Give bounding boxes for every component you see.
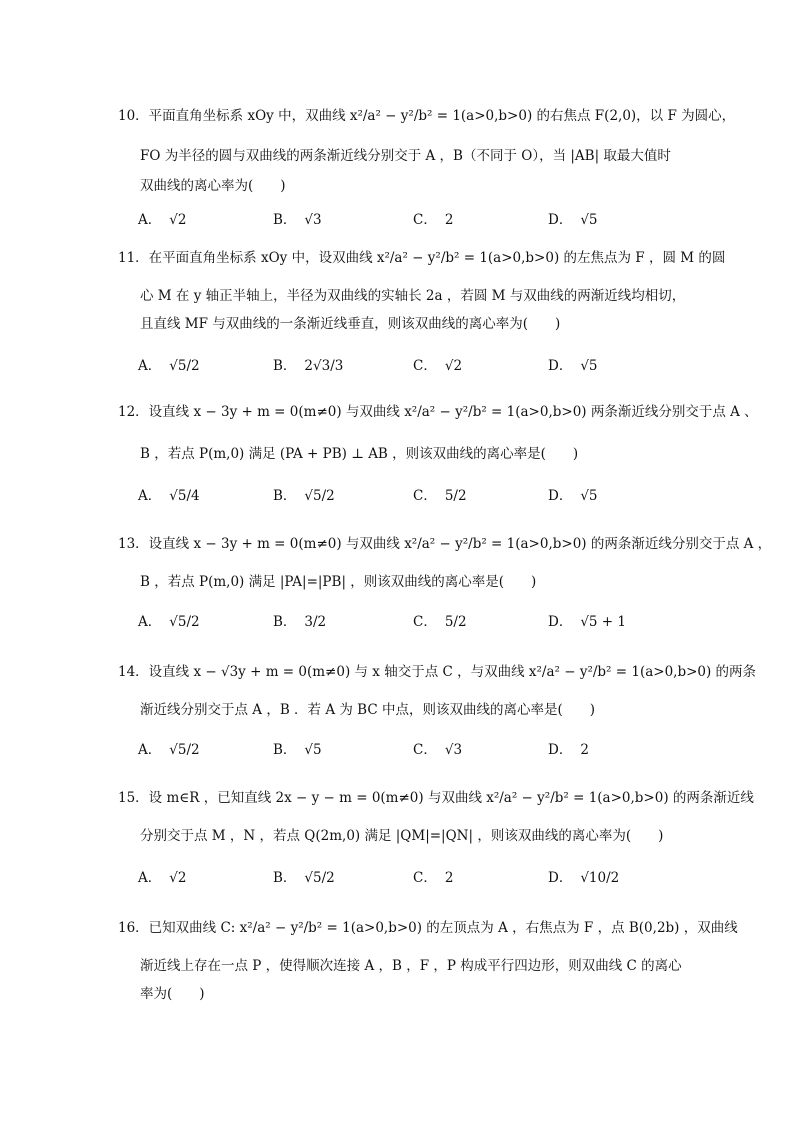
option-b: B． 3/2 <box>273 614 327 630</box>
option-d: D． √10/2 <box>548 870 620 886</box>
question-13-line-2: B ，若点 P(m,0) 满足 |PA|=|PB| ，则该双曲线的离心率是( ) <box>140 574 537 590</box>
question-14-line-2: 渐近线分别交于点 A ，B ．若 A 为 BC 中点，则该双曲线的离心率是( ) <box>140 702 595 718</box>
question-12-line-1: 12．设直线 x − 3y + m = 0(m≠0) 与双曲线 x²/a² − y²/b² = 1(a>0,b>0) 两条渐近线分别交于点 A 、 <box>118 404 758 420</box>
option-b: B． √3 <box>273 212 322 228</box>
option-a: A． √2 <box>138 212 187 228</box>
question-13-options <box>138 602 678 642</box>
question-15-line-2: 分别交于点 M ，N ，若点 Q(2m,0) 满足 |QM|=|QN| ，则该双曲线的离心率为( ) <box>140 828 664 844</box>
option-a: A． √5/2 <box>138 614 200 630</box>
question-11-line-2: 心 M 在 y 轴正半轴上，半径为双曲线的实轴长 2a ，若圆 M 与双曲线的两渐近线均相切， <box>140 288 686 304</box>
option-c: C． 5/2 <box>413 488 467 504</box>
question-15-options <box>138 858 678 898</box>
question-10-line-2: FO 为半径的圆与双曲线的两条渐近线分别交于 A ，B（不同于 O），当 |AB| 取最大值时 <box>140 148 671 164</box>
option-b: B． √5 <box>273 742 322 758</box>
question-14-options <box>138 730 678 770</box>
question-11-line-3: 且直线 MF 与双曲线的一条渐近线垂直，则该双曲线的离心率为( ) <box>140 316 561 332</box>
option-c: C． 2 <box>413 212 454 228</box>
option-d: D． 2 <box>548 742 589 758</box>
option-c: C． √2 <box>413 358 463 374</box>
option-b: B． 2√3/3 <box>273 358 344 374</box>
question-16-line-2: 渐近线上存在一点 P ，使得顺次连接 A ，B ，F ，P 构成平行四边形，则双曲线 C 的离心 <box>140 958 682 974</box>
option-b: B． √5/2 <box>273 870 335 886</box>
question-11-options <box>138 346 678 386</box>
option-d: D． √5 <box>548 212 598 228</box>
question-10-line-1: 10．平面直角坐标系 xOy 中，双曲线 x²/a² − y²/b² = 1(a>0,b>0) 的右焦点 F(2,0)，以 F 为圆心， <box>118 108 736 124</box>
option-b: B． √5/2 <box>273 488 335 504</box>
option-a: A． √5/4 <box>138 488 200 504</box>
question-10-line-3: 双曲线的离心率为( ) <box>140 178 286 194</box>
question-15-line-1: 15．设 m∈R ，已知直线 2x − y − m = 0(m≠0) 与双曲线 x²/a² − y²/b² = 1(a>0,b>0) 的两条渐近线 <box>118 790 754 806</box>
option-d: D． √5 <box>548 358 598 374</box>
option-a: A． √5/2 <box>138 742 200 758</box>
question-14-line-1: 14．设直线 x − √3y + m = 0(m≠0) 与 x 轴交于点 C ，与双曲线 x²/a² − y²/b² = 1(a>0,b>0) 的两条 <box>118 664 757 680</box>
question-13-line-1: 13．设直线 x − 3y + m = 0(m≠0) 与双曲线 x²/a² − y²/b² = 1(a>0,b>0) 的两条渐近线分别交于点 A ， <box>118 536 772 552</box>
question-12-options <box>138 476 678 516</box>
question-10-options <box>138 200 678 240</box>
option-c: C． 2 <box>413 870 454 886</box>
question-16-line-1: 16．已知双曲线 C: x²/a² − y²/b² = 1(a>0,b>0) 的左顶点为 A ，右焦点为 F ，点 B(0,2b) ，双曲线 <box>118 920 738 936</box>
option-d: D． √5 + 1 <box>548 614 627 630</box>
question-16-line-3: 率为( ) <box>140 986 205 1002</box>
option-d: D． √5 <box>548 488 598 504</box>
question-12-line-2: B ，若点 P(m,0) 满足 (PA + PB) ⊥ AB ，则该双曲线的离心率是( ) <box>140 446 579 462</box>
option-c: C． √3 <box>413 742 463 758</box>
question-11-line-1: 11．在平面直角坐标系 xOy 中，设双曲线 x²/a² − y²/b² = 1(a>0,b>0) 的左焦点为 F ，圆 M 的圆 <box>118 250 726 266</box>
option-c: C． 5/2 <box>413 614 467 630</box>
option-a: A． √2 <box>138 870 187 886</box>
option-a: A． √5/2 <box>138 358 200 374</box>
